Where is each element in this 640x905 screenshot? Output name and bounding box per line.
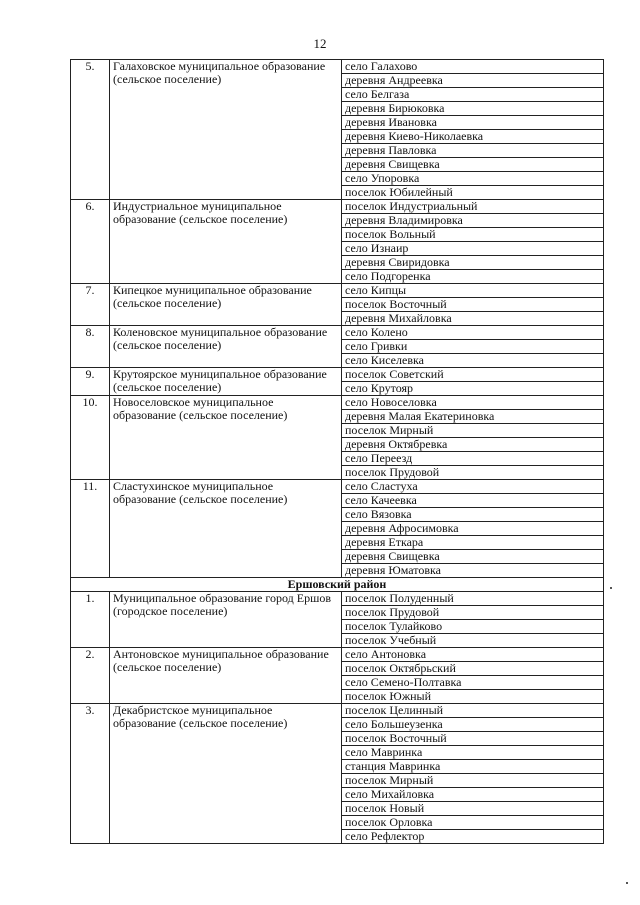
table-row (71, 592, 604, 606)
settlement-name: деревня Октябревка (342, 438, 604, 452)
settlement-name: деревня Михайловка (342, 312, 604, 326)
municipality-name: Индустриальное муниципальное образование (сельское поселение) (110, 200, 342, 284)
municipality-name: Крутоярское муниципальное образование (сельское поселение) (110, 368, 342, 396)
settlement-name: село Изнаир (342, 242, 604, 256)
settlement-name: село Новоселовка (342, 396, 604, 410)
settlement-name: село Упоровка (342, 172, 604, 186)
settlement-name: село Михайловка (342, 788, 604, 802)
table-row (71, 396, 604, 410)
entry-number: 6. (71, 200, 110, 284)
municipality-name: Антоновское муниципальное образование (сельское поселение) (110, 648, 342, 704)
settlement-name: поселок Юбилейный (342, 186, 604, 200)
settlement-name: поселок Тулайково (342, 620, 604, 634)
settlement-name: деревня Свищевка (342, 158, 604, 172)
table-row (71, 200, 604, 214)
settlement-name: поселок Советский (342, 368, 604, 382)
settlement-name: деревня Юматовка (342, 564, 604, 578)
district-header-row (71, 578, 604, 592)
settlement-name: село Мавринка (342, 746, 604, 760)
settlement-name: село Подгоренка (342, 270, 604, 284)
table-row (71, 60, 604, 74)
settlement-name: деревня Ивановка (342, 116, 604, 130)
entry-number: 10. (71, 396, 110, 480)
district-name: Ершовский район (71, 578, 604, 592)
municipality-name: Коленовское муниципальное образование (сельское поселение) (110, 326, 342, 368)
settlement-name: поселок Учебный (342, 634, 604, 648)
settlement-name: деревня Афросимовка (342, 522, 604, 536)
table-row (71, 326, 604, 340)
municipality-name: Муниципальное образование город Ершов (городское поселение) (110, 592, 342, 648)
settlement-name: село Переезд (342, 452, 604, 466)
table-row (71, 704, 604, 718)
municipality-name: Галаховское муниципальное образование (сельское поселение) (110, 60, 342, 200)
settlement-name: село Крутояр (342, 382, 604, 396)
entry-number: 1. (71, 592, 110, 648)
scan-speck (610, 587, 612, 589)
settlement-name: село Сластуха (342, 480, 604, 494)
settlement-name: станция Мавринка (342, 760, 604, 774)
settlement-name: поселок Прудовой (342, 466, 604, 480)
table-body (71, 60, 604, 844)
entry-number: 2. (71, 648, 110, 704)
settlement-name: село Качеевка (342, 494, 604, 508)
settlement-name: поселок Орловка (342, 816, 604, 830)
settlement-name: поселок Восточный (342, 298, 604, 312)
settlement-name: село Галахово (342, 60, 604, 74)
page-number: 12 (313, 36, 327, 51)
settlement-name: поселок Новый (342, 802, 604, 816)
municipality-name: Сластухинское муниципальное образование (сельское поселение) (110, 480, 342, 578)
settlement-name: деревня Малая Екатериновка (342, 410, 604, 424)
settlement-name: поселок Мирный (342, 424, 604, 438)
settlement-name: деревня Владимировка (342, 214, 604, 228)
settlement-name: село Колено (342, 326, 604, 340)
settlement-name: село Рефлектор (342, 830, 604, 844)
settlement-name: поселок Прудовой (342, 606, 604, 620)
settlement-name: поселок Октябрьский (342, 662, 604, 676)
settlement-name: деревня Киево-Николаевка (342, 130, 604, 144)
scan-speck (626, 882, 628, 884)
settlement-name: деревня Свиридовка (342, 256, 604, 270)
settlement-name: поселок Восточный (342, 732, 604, 746)
settlement-name: поселок Целинный (342, 704, 604, 718)
entry-number: 9. (71, 368, 110, 396)
table-row (71, 284, 604, 298)
table-row (71, 480, 604, 494)
settlement-name: село Антоновка (342, 648, 604, 662)
settlement-name: деревня Свищевка (342, 550, 604, 564)
settlement-name: поселок Вольный (342, 228, 604, 242)
entry-number: 8. (71, 326, 110, 368)
municipality-name: Кипецкое муниципальное образование (сельское поселение) (110, 284, 342, 326)
settlement-name: деревня Бирюковка (342, 102, 604, 116)
settlement-name: село Семено-Полтавка (342, 676, 604, 690)
settlement-name: деревня Еткара (342, 536, 604, 550)
municipality-name: Декабристское муниципальное образование (сельское поселение) (110, 704, 342, 844)
settlement-name: поселок Мирный (342, 774, 604, 788)
settlement-name: село Кипцы (342, 284, 604, 298)
entry-number: 5. (71, 60, 110, 200)
entry-number: 3. (71, 704, 110, 844)
settlement-name: село Гривки (342, 340, 604, 354)
entry-number: 7. (71, 284, 110, 326)
settlement-name: поселок Индустриальный (342, 200, 604, 214)
settlement-name: село Белгаза (342, 88, 604, 102)
settlement-name: село Вязовка (342, 508, 604, 522)
settlement-name: село Киселевка (342, 354, 604, 368)
table-row (71, 648, 604, 662)
entry-number: 11. (71, 480, 110, 578)
table-row (71, 368, 604, 382)
settlement-name: деревня Павловка (342, 144, 604, 158)
settlement-name: поселок Полуденный (342, 592, 604, 606)
settlement-name: деревня Андреевка (342, 74, 604, 88)
settlements-table (70, 59, 604, 844)
settlement-name: поселок Южный (342, 690, 604, 704)
settlement-name: село Большеузенка (342, 718, 604, 732)
municipality-name: Новоселовское муниципальное образование (сельское поселение) (110, 396, 342, 480)
